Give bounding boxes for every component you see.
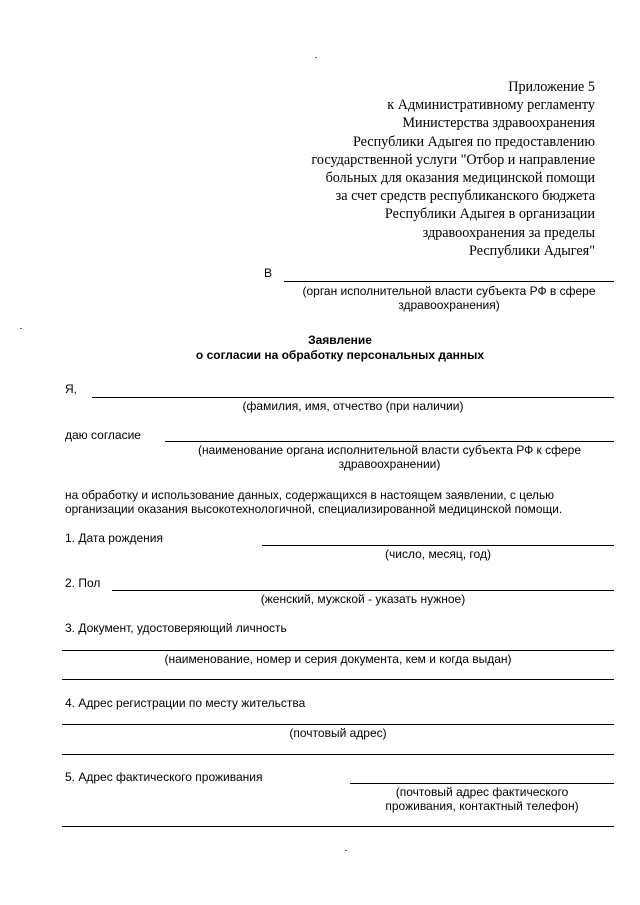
registration-address-caption: (почтовый адрес)	[289, 726, 387, 740]
purpose-text-2: организации оказания высокотехнологичной, специализированной медицинской помощи.	[65, 502, 563, 516]
sex-label: 2. Пол	[65, 576, 101, 590]
scan-speck	[345, 850, 347, 851]
birth-date-field-line[interactable]	[262, 545, 614, 546]
identity-document-caption: (наименование, номер и серия документа, кем и когда выдан)	[164, 652, 512, 666]
registration-address-field-line-2[interactable]	[62, 754, 614, 755]
actual-address-label: 5. Адрес фактического проживания	[65, 770, 263, 784]
full-name-field-line[interactable]	[92, 397, 614, 398]
sex-field-line[interactable]	[112, 590, 614, 591]
birth-date-caption: (число, месяц, год)	[385, 547, 491, 561]
appendix-line: здравоохранения за пределы	[422, 224, 595, 241]
actual-address-field-line[interactable]	[350, 783, 614, 784]
birth-date-label: 1. Дата рождения	[65, 531, 163, 545]
addressee-field-line[interactable]	[284, 281, 614, 282]
appendix-line: Республики Адыгея в организации	[384, 206, 595, 223]
appendix-line: государственной услуги "Отбор и направление	[311, 151, 595, 168]
registration-address-label: 4. Адрес регистрации по месту жительства	[65, 696, 306, 710]
consent-organ-field-line[interactable]	[165, 441, 614, 442]
appendix-line: Приложение 5	[508, 79, 595, 95]
addressee-caption-2: здравоохранения)	[398, 298, 500, 312]
consent-caption-2: здравоохранении)	[338, 457, 441, 471]
registration-address-field-line[interactable]	[62, 724, 614, 725]
identity-document-field-line[interactable]	[62, 650, 614, 651]
addressee-prefix: В	[264, 266, 273, 280]
document-subtitle: о согласии на обработку персональных данных	[195, 348, 485, 362]
sex-caption: (женский, мужской - указать нужное)	[260, 592, 466, 606]
purpose-text-1: на обработку и использование данных, содержащихся в настоящем заявлении, с целью	[65, 488, 555, 502]
appendix-line: за счет средств республиканского бюджета	[335, 188, 595, 205]
appendix-line: Министерства здравоохранения	[402, 115, 595, 132]
appendix-header	[311, 78, 595, 260]
identity-document-label: 3. Документ, удостоверяющий личность	[65, 621, 287, 635]
actual-address-caption-1: (почтовый адрес фактического	[395, 785, 569, 799]
addressee-caption-1: (орган исполнительной власти субъекта РФ в сфере	[302, 284, 596, 298]
appendix-line: больных для оказания медицинской помощи	[325, 170, 595, 187]
appendix-line: к Административному регламенту	[387, 97, 595, 114]
i-label: Я,	[65, 382, 77, 396]
consent-label: даю согласие	[65, 428, 141, 442]
document-title: Заявление	[308, 333, 372, 347]
consent-caption-1: (наименование органа исполнительной власти субъекта РФ к сфере	[197, 443, 582, 457]
appendix-line: Республики Адыгея"	[469, 242, 595, 259]
full-name-caption: (фамилия, имя, отчество (при наличии)	[242, 399, 464, 413]
appendix-line: Республики Адыгея по предоставлению	[352, 133, 595, 150]
scan-speck	[315, 57, 317, 58]
actual-address-field-line-2[interactable]	[62, 826, 614, 827]
scan-speck	[20, 328, 22, 329]
actual-address-caption-2: проживания, контактный телефон)	[385, 799, 579, 813]
identity-document-field-line-2[interactable]	[62, 679, 614, 680]
